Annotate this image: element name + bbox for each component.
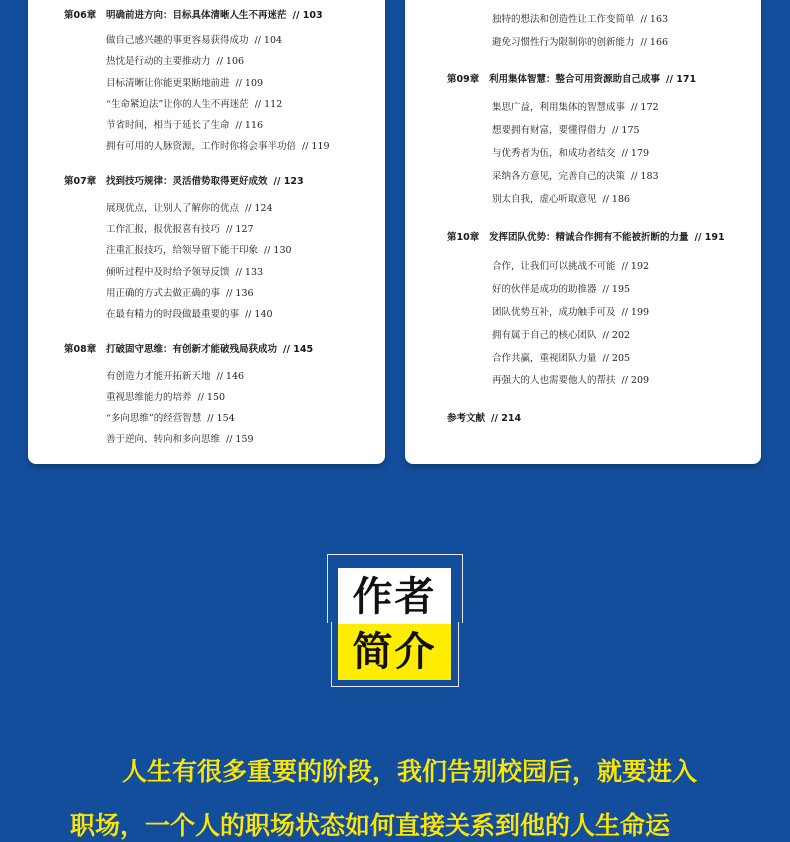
- entry-page: // 154: [207, 413, 235, 424]
- entry-title: 善于逆向、转向和多向思维: [106, 434, 221, 445]
- references-page: // 214: [491, 413, 522, 424]
- chapter-page: // 145: [283, 344, 314, 355]
- toc-entry: [106, 285, 254, 299]
- toc-entry: [492, 327, 630, 341]
- toc-entry: [106, 138, 330, 152]
- toc-entry: [106, 75, 263, 89]
- references-heading: [447, 410, 521, 424]
- toc-entry: [106, 96, 282, 110]
- toc-entry: [492, 34, 668, 48]
- chapter-page: // 103: [292, 10, 323, 21]
- toc-entry: [106, 221, 254, 235]
- toc-entry: [106, 389, 225, 403]
- entry-page: // 172: [631, 102, 659, 113]
- toc-entry: [492, 304, 649, 318]
- chapter-number: 第07章: [64, 176, 97, 187]
- chapter-title: 明确前进方向：目标具体清晰人生不再迷茫: [106, 10, 287, 21]
- entry-title: 节省时间，相当于延长了生命: [106, 120, 230, 131]
- entry-title: 重视思维能力的培养: [106, 392, 192, 403]
- entry-page: // 112: [254, 99, 283, 110]
- badge-line-1: 作者: [338, 568, 451, 624]
- entry-page: // 150: [197, 392, 226, 403]
- entry-title: 拥有属于自己的核心团队: [492, 330, 597, 341]
- entry-title: 合作，让我们可以挑战不可能: [492, 261, 616, 272]
- entry-title: “生命紧迫法”让你的人生不再迷茫: [106, 99, 249, 110]
- entry-page: // 116: [235, 120, 264, 131]
- chapter-heading: [64, 7, 323, 21]
- entry-page: // 119: [302, 141, 330, 152]
- entry-page: // 124: [245, 203, 273, 214]
- toc-entry: [492, 168, 659, 182]
- entry-title: 合作共赢，重视团队力量: [492, 353, 597, 364]
- references-title: 参考文献: [447, 413, 486, 424]
- toc-entry: [492, 122, 640, 136]
- toc-entry: [492, 350, 630, 364]
- chapter-page: // 171: [666, 74, 697, 85]
- toc-entry: [106, 117, 263, 131]
- toc-entry: [106, 410, 235, 424]
- entry-title: 再强大的人也需要他人的帮扶: [492, 375, 616, 386]
- toc-entry: [106, 242, 292, 256]
- entry-page: // 179: [621, 148, 650, 159]
- toc-entry: [106, 32, 282, 46]
- chapter-heading: [447, 229, 725, 243]
- entry-page: // 183: [631, 171, 659, 182]
- chapter-heading: [64, 341, 313, 355]
- toc-entry: [106, 200, 273, 214]
- entry-title: 热忱是行动的主要推动力: [106, 56, 211, 67]
- entry-page: // 166: [640, 37, 669, 48]
- entry-title: 在最有精力的时段做最重要的事: [106, 309, 240, 320]
- entry-page: // 109: [235, 78, 264, 89]
- chapter-title: 利用集体智慧：整合可用资源助自己成事: [489, 74, 661, 85]
- entry-title: 采纳各方意见，完善自己的决策: [492, 171, 626, 182]
- entry-page: // 159: [226, 434, 254, 445]
- toc-entry: [492, 191, 630, 205]
- entry-page: // 202: [602, 330, 631, 341]
- intro-line-2: 职场，一个人的职场状态如何直接关系到他的人生命运: [70, 811, 671, 840]
- chapter-heading: [64, 173, 304, 187]
- toc-entry: [106, 368, 244, 382]
- chapter-number: 第06章: [64, 10, 97, 21]
- chapter-title: 打破固守思维：有创新才能破残局获成功: [106, 344, 278, 355]
- entry-title: 想要拥有财富，要懂得借力: [492, 125, 607, 136]
- entry-title: 好的伙伴是成功的助推器: [492, 284, 597, 295]
- toc-entry: [492, 258, 649, 272]
- entry-title: 集思广益，利用集体的智慧成事: [492, 102, 626, 113]
- toc-entry: [106, 306, 273, 320]
- toc-entry: [492, 11, 668, 25]
- chapter-number: 第08章: [64, 344, 97, 355]
- chapter-number: 第10章: [447, 232, 480, 243]
- entry-title: 有创造力才能开拓新天地: [106, 371, 211, 382]
- entry-page: // 192: [621, 261, 650, 272]
- entry-title: 展现优点，让别人了解你的优点: [106, 203, 240, 214]
- author-intro-badge: [327, 554, 463, 688]
- entry-page: // 195: [602, 284, 631, 295]
- entry-page: // 175: [612, 125, 640, 136]
- entry-title: 别太自我，虚心听取意见: [492, 194, 597, 205]
- intro-line-1: 人生有很多重要的阶段，我们告别校园后，就要进入: [122, 757, 698, 786]
- entry-page: // 205: [602, 353, 631, 364]
- chapter-heading: [447, 71, 696, 85]
- entry-page: // 186: [602, 194, 631, 205]
- toc-entry: [492, 99, 659, 113]
- chapter-title: 发挥团队优势：精诚合作拥有不能被折断的力量: [489, 232, 689, 243]
- toc-card-left: [28, 0, 385, 464]
- entry-page: // 199: [621, 307, 650, 318]
- entry-page: // 163: [640, 14, 669, 25]
- toc-entry: [492, 145, 649, 159]
- entry-page: // 136: [226, 288, 254, 299]
- entry-title: 工作汇报，报优报喜有技巧: [106, 224, 221, 235]
- entry-title: 拥有可用的人脉资源，工作时你将会事半功倍: [106, 141, 297, 152]
- entry-title: 目标清晰让你能更果断地前进: [106, 78, 230, 89]
- entry-page: // 130: [264, 245, 292, 256]
- toc-entry: [492, 372, 649, 386]
- entry-page: // 146: [216, 371, 245, 382]
- toc-entry: [106, 53, 244, 67]
- toc-entry: [492, 281, 630, 295]
- entry-title: 独特的想法和创造性让工作变简单: [492, 14, 635, 25]
- entry-page: // 104: [254, 35, 283, 46]
- entry-title: 用正确的方式去做正确的事: [106, 288, 221, 299]
- entry-title: 与优秀者为伍，和成功者结交: [492, 148, 616, 159]
- entry-page: // 106: [216, 56, 245, 67]
- toc-card-right: [405, 0, 761, 464]
- entry-page: // 133: [235, 267, 264, 278]
- entry-title: 倾听过程中及时给予领导反馈: [106, 267, 230, 278]
- entry-title: “多向思维”的经营智慧: [106, 413, 202, 424]
- chapter-page: // 191: [694, 232, 725, 243]
- chapter-number: 第09章: [447, 74, 480, 85]
- entry-title: 团队优势互补，成功触手可及: [492, 307, 616, 318]
- entry-title: 做自己感兴趣的事更容易获得成功: [106, 35, 249, 46]
- entry-title: 避免习惯性行为限制你的创新能力: [492, 37, 635, 48]
- chapter-title: 找到技巧规律：灵活借势取得更好成效: [106, 176, 268, 187]
- toc-entry: [106, 264, 263, 278]
- entry-page: // 127: [226, 224, 254, 235]
- chapter-page: // 123: [273, 176, 304, 187]
- entry-title: 注重汇报技巧，给领导留下能干印象: [106, 245, 259, 256]
- badge-line-2: 简介: [338, 624, 451, 680]
- toc-entry: [106, 431, 254, 445]
- entry-page: // 209: [621, 375, 650, 386]
- entry-page: // 140: [245, 309, 273, 320]
